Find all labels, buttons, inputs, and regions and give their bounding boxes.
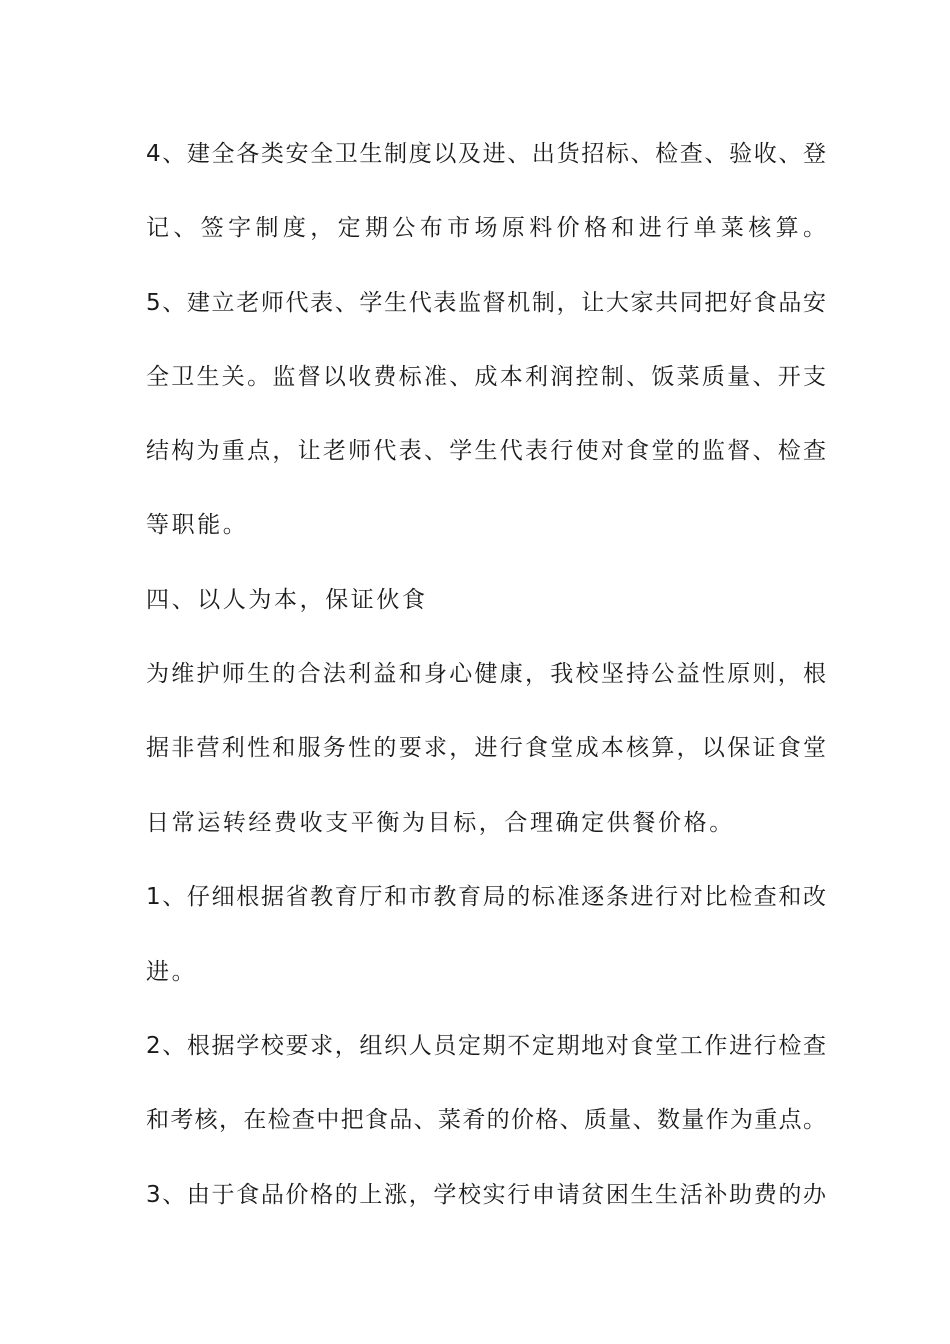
text-line: 进。 — [146, 959, 198, 985]
text-line: 结构为重点，让老师代表、学生代表行使对食堂的监督、检查 — [146, 438, 826, 464]
text-line: 和考核，在检查中把食品、菜肴的价格、质量、数量作为重点。 — [146, 1107, 826, 1133]
text-line: 1、仔细根据省教育厅和市教育局的标准逐条进行对比检查和改 — [146, 884, 826, 910]
text-line: 5、建立老师代表、学生代表监督机制，让大家共同把好食品安 — [146, 290, 826, 316]
text-line: 等职能。 — [146, 512, 249, 538]
text-line: 全卫生关。监督以收费标准、成本利润控制、饭菜质量、开支 — [146, 364, 826, 390]
text-line: 记、签字制度，定期公布市场原料价格和进行单菜核算。 — [146, 215, 826, 241]
text-line: 为维护师生的合法利益和身心健康，我校坚持公益性原则，根 — [146, 661, 826, 687]
text-line: 3、由于食品价格的上涨，学校实行申请贫困生生活补助费的办 — [146, 1182, 826, 1208]
text-line: 日常运转经费收支平衡为目标，合理确定供餐价格。 — [146, 810, 735, 836]
section-heading: 四、以人为本，保证伙食 — [146, 587, 428, 613]
text-line: 2、根据学校要求，组织人员定期不定期地对食堂工作进行检查 — [146, 1033, 826, 1059]
text-line: 4、建全各类安全卫生制度以及进、出货招标、检查、验收、登 — [146, 141, 826, 167]
text-line: 据非营利性和服务性的要求，进行食堂成本核算，以保证食堂 — [146, 735, 826, 761]
